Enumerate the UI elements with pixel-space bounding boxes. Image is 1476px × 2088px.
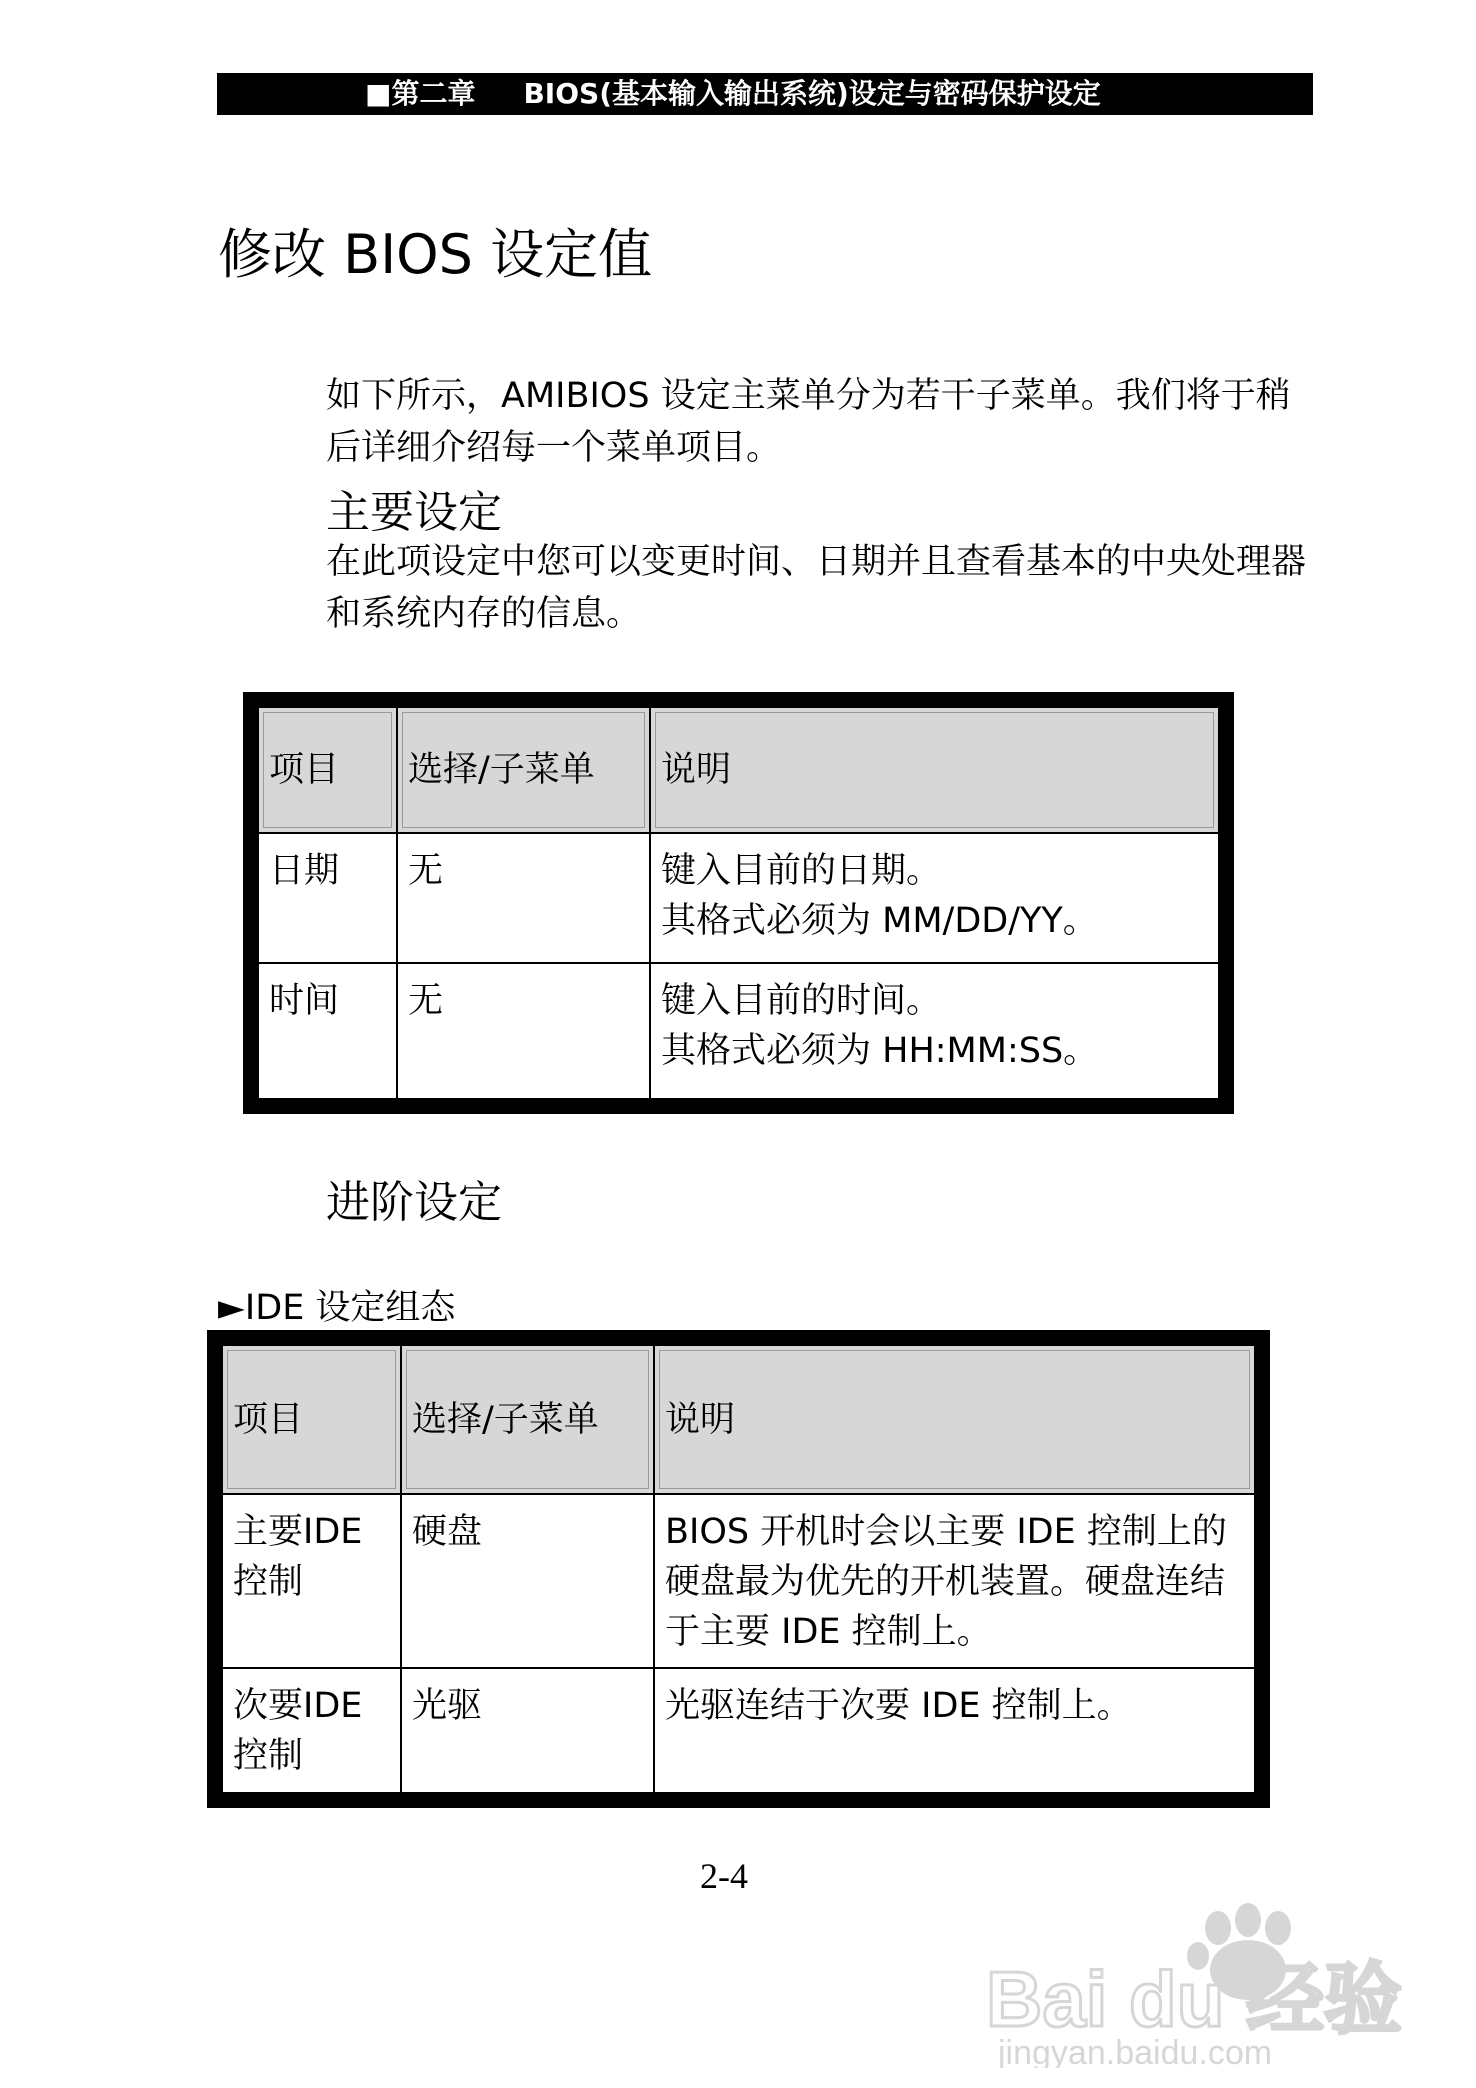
advanced-settings-heading: 进阶设定 — [326, 1177, 502, 1228]
cell-description: 光驱连结于次要 IDE 控制上。 — [654, 1668, 1254, 1792]
table-row — [223, 1668, 1254, 1792]
chapter-title: BIOS(基本输入输出系统)设定与密码保护设定 — [523, 77, 1101, 110]
cell-description — [650, 963, 1218, 1098]
page-title: 修改 BIOS 设定值 — [218, 223, 653, 286]
header-description: 说明 — [654, 1346, 1254, 1494]
header-item: 项目 — [223, 1346, 401, 1494]
main-settings-description: 在此项设定中您可以变更时间、日期并且查看基本的中央处理器和系统内存的信息。 — [326, 542, 1307, 634]
cell-item: 次要IDE 控制 — [223, 1668, 401, 1792]
table-row — [259, 963, 1218, 1098]
table-row — [259, 833, 1218, 963]
header-description: 说明 — [650, 708, 1218, 833]
cell-option: 硬盘 — [401, 1494, 654, 1668]
chapter-header-bar — [217, 73, 1313, 115]
watermark-url: jingyan.baidu.com — [998, 2034, 1273, 2068]
description-line: 键入目前的日期。 — [661, 851, 942, 891]
cell-item: 主要IDE 控制 — [223, 1494, 401, 1668]
cell-option: 无 — [397, 963, 650, 1098]
cell-item: 日期 — [259, 833, 397, 963]
main-settings-heading: 主要设定 — [326, 487, 502, 538]
cell-description: BIOS 开机时会以主要 IDE 控制上的硬盘最为优先的开机装置。硬盘连结于主要 IDE 控制上。 — [654, 1494, 1254, 1668]
ide-table-frame — [207, 1330, 1270, 1808]
baidu-watermark — [986, 1898, 1446, 2068]
description-line: 键入目前的时间。 — [661, 981, 942, 1021]
ide-config-heading: ►IDE 设定组态 — [218, 1288, 456, 1328]
cell-item: 时间 — [259, 963, 397, 1098]
cell-description — [650, 833, 1218, 963]
table-header-row — [223, 1346, 1254, 1494]
header-item: 项目 — [259, 708, 397, 833]
intro-paragraph: 如下所示，AMIBIOS 设定主菜单分为若干子菜单。我们将于稍后详细介绍每一个菜单项目。 — [326, 376, 1291, 468]
header-option: 选择/子菜单 — [401, 1346, 654, 1494]
description-line: 其格式必须为 HH:MM:SS。 — [661, 1031, 1099, 1071]
main-settings-table-frame — [243, 692, 1234, 1114]
header-option: 选择/子菜单 — [397, 708, 650, 833]
cell-option: 无 — [397, 833, 650, 963]
description-line: 其格式必须为 MM/DD/YY。 — [661, 901, 1098, 941]
ide-settings-table — [223, 1346, 1254, 1792]
cell-option: 光驱 — [401, 1668, 654, 1792]
chapter-label: ■第二章 — [365, 77, 476, 110]
watermark-brand: Bai du 经验 — [986, 1955, 1403, 2043]
table-header-row — [259, 708, 1218, 833]
main-settings-table — [259, 708, 1218, 1098]
table-row — [223, 1494, 1254, 1668]
page-number: 2-4 — [700, 1856, 748, 1896]
